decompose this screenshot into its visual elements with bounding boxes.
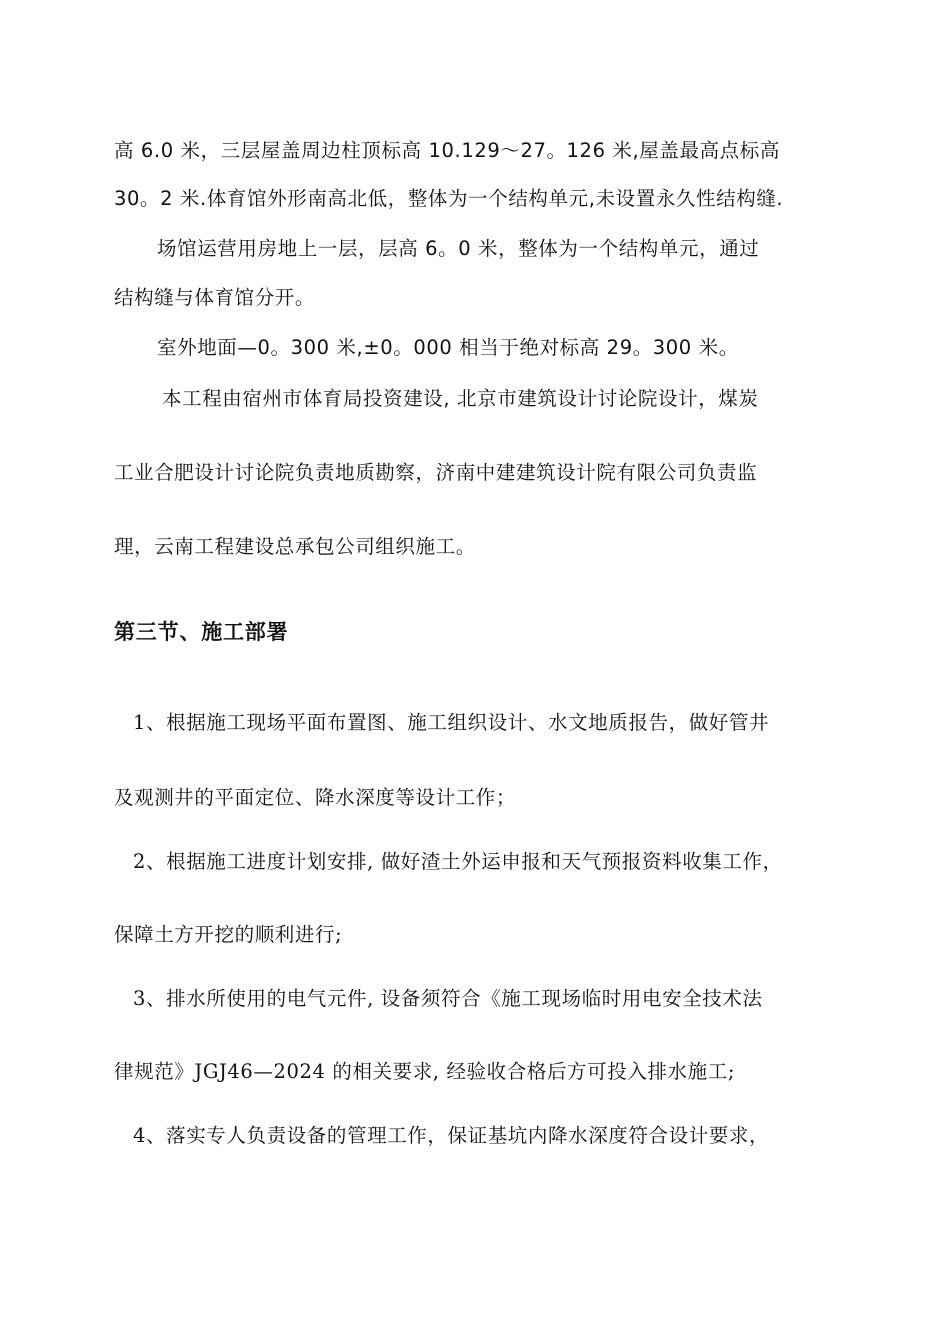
paragraph-line: 工业合肥设计讨论院负责地质勘察，济南中建建筑设计院有限公司负责监 <box>114 461 758 484</box>
paragraph-line: 结构缝与体育馆分开。 <box>114 286 316 309</box>
paragraph-line: 室外地面—0。300 米,±0。000 相当于绝对标高 29。300 米。 <box>157 336 739 359</box>
paragraph-line: 场馆运营用房地上一层，层高 6。0 米，整体为一个结构单元，通过 <box>157 237 760 260</box>
paragraph-line: 本工程由宿州市体育局投资建设, 北京市建筑设计讨论院设计，煤炭 <box>162 387 759 410</box>
section-title: 第三节、施工部署 <box>114 620 289 644</box>
list-item-line: 及观测井的平面定位、降水深度等设计工作； <box>114 786 517 809</box>
list-item-line: 3、排水所使用的电气元件, 设备须符合《施工现场临时用电安全技术法 <box>133 987 763 1010</box>
paragraph-line: 30。2 米.体育馆外形南高北低，整体为一个结构单元,未设置永久性结构缝. <box>114 187 784 210</box>
paragraph-line: 理，云南工程建设总承包公司组织施工。 <box>114 535 476 558</box>
list-item-line: 保障土方开挖的顺利进行; <box>114 923 343 946</box>
paragraph-line: 高 6.0 米，三层屋盖周边柱顶标高 10.129～27。126 米,屋盖最高点标高 <box>114 139 780 162</box>
list-item-line: 2、根据施工进度计划安排, 做好渣土外运申报和天气预报资料收集工作， <box>133 850 783 873</box>
list-item-line: 4、落实专人负责设备的管理工作，保证基坑内降水深度符合设计要求， <box>133 1124 770 1147</box>
list-item-line: 律规范》JGJ46—2024 的相关要求, 经验收合格后方可投入排水施工; <box>114 1060 736 1083</box>
list-item-line: 1、根据施工现场平面布置图、施工组织设计、水文地质报告，做好管井 <box>133 711 770 734</box>
